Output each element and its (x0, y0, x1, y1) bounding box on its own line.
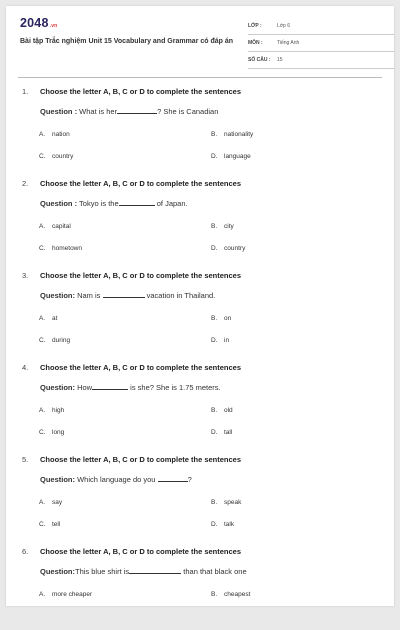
question-before: Which language do you (75, 475, 158, 484)
question-label: Question: (40, 291, 75, 300)
meta-table (248, 18, 394, 69)
option-letter: A. (39, 315, 46, 322)
option-letter: C. (39, 245, 46, 252)
meta-value: Lớp 6 (277, 23, 291, 29)
option-letter: B. (211, 591, 218, 598)
option-letter: C. (39, 429, 46, 436)
option-b[interactable] (211, 315, 231, 322)
question-text (40, 107, 218, 116)
option-text: city (224, 223, 234, 230)
option-letter: B. (211, 499, 218, 506)
question-before: Tokyo is the (77, 199, 119, 208)
meta-label: LỚP : (248, 23, 262, 29)
question-item (6, 354, 394, 446)
question-instruction: Choose the letter A, B, C or D to complete the sentences (40, 87, 242, 96)
question-after: vacation in Thailand. (144, 291, 216, 300)
option-letter: A. (39, 223, 46, 230)
option-b[interactable] (211, 407, 233, 414)
site-logo[interactable] (20, 16, 57, 30)
question-instruction: Choose the letter A, B, C or D to complete the sentences (40, 179, 242, 188)
option-d[interactable] (211, 521, 234, 528)
option-letter: B. (211, 131, 218, 138)
option-text: in (224, 337, 230, 344)
option-letter: D. (211, 521, 218, 528)
question-item (6, 262, 394, 354)
option-text: tell (52, 521, 61, 528)
option-letter: A. (39, 499, 46, 506)
option-text: cheapest (224, 591, 251, 598)
meta-value: Tiếng Anh (277, 40, 300, 46)
question-before: What is her (77, 107, 118, 116)
option-text: nation (52, 131, 70, 138)
question-item (6, 538, 394, 630)
option-a[interactable] (39, 131, 70, 138)
option-text: capital (52, 223, 71, 230)
option-letter: D. (211, 245, 218, 252)
option-c[interactable] (39, 337, 70, 344)
question-after: of Japan. (154, 199, 188, 208)
question-before: How (75, 383, 93, 392)
option-letter: B. (211, 223, 218, 230)
question-instruction: Choose the letter A, B, C or D to complete the sentences (40, 271, 242, 280)
question-label: Question : (40, 107, 78, 116)
option-d[interactable] (211, 337, 229, 344)
option-letter: A. (39, 407, 46, 414)
meta-row-count (248, 52, 394, 69)
question-item (6, 446, 394, 538)
answer-blank (119, 199, 155, 206)
question-after: ? She is Canadian (157, 107, 219, 116)
option-text: hometown (52, 245, 82, 252)
question-text (40, 291, 215, 300)
answer-blank (117, 107, 157, 114)
question-number: 1. (22, 87, 29, 96)
option-d[interactable] (211, 153, 251, 160)
question-label: Question: (40, 475, 75, 484)
option-letter: C. (39, 521, 46, 528)
question-text (40, 383, 221, 392)
question-label: Question: (40, 567, 75, 576)
option-c[interactable] (39, 521, 60, 528)
option-d[interactable] (211, 245, 245, 252)
option-text: nationality (224, 131, 254, 138)
question-number: 4. (22, 363, 29, 372)
worksheet-page (6, 6, 394, 606)
question-after: ? (187, 475, 192, 484)
meta-row-subject (248, 35, 394, 52)
option-text: say (52, 499, 63, 506)
question-instruction: Choose the letter A, B, C or D to complete the sentences (40, 455, 242, 464)
option-b[interactable] (211, 591, 250, 598)
question-label: Question: (40, 383, 75, 392)
option-b[interactable] (211, 499, 241, 506)
meta-value: 15 (277, 57, 283, 63)
question-number: 3. (22, 271, 29, 280)
question-text (40, 199, 188, 208)
question-number: 5. (22, 455, 29, 464)
question-before: This blue shirt is (75, 567, 130, 576)
option-letter: C. (39, 153, 46, 160)
option-text: talk (224, 521, 235, 528)
question-after: than that black one (181, 567, 247, 576)
meta-label: SỐ CÂU : (248, 57, 271, 63)
question-item (6, 78, 394, 170)
question-instruction: Choose the letter A, B, C or D to complete the sentences (40, 363, 242, 372)
option-text: at (52, 315, 58, 322)
question-number: 6. (22, 547, 29, 556)
option-letter: A. (39, 131, 46, 138)
option-text: high (52, 407, 65, 414)
option-letter: A. (39, 591, 46, 598)
option-text: more cheaper (52, 591, 93, 598)
answer-blank (129, 567, 181, 574)
answer-blank (103, 291, 145, 298)
meta-row-class (248, 18, 394, 35)
question-text (40, 475, 192, 484)
logo-suffix: .vn (49, 23, 58, 29)
option-c[interactable] (39, 429, 64, 436)
option-text: country (52, 153, 74, 160)
logo-text: 2048 (20, 16, 49, 30)
option-text: old (224, 407, 233, 414)
option-c[interactable] (39, 245, 82, 252)
question-item (6, 170, 394, 262)
question-text (40, 567, 247, 576)
question-before: Nam is (75, 291, 103, 300)
option-text: country (224, 245, 246, 252)
option-letter: B. (211, 407, 218, 414)
option-text: language (224, 153, 251, 160)
answer-blank (92, 383, 128, 390)
document-title: Bài tập Trắc nghiệm Unit 15 Vocabulary and Grammar có đáp án (20, 38, 234, 45)
option-a[interactable] (39, 407, 64, 414)
option-letter: D. (211, 429, 218, 436)
option-letter: D. (211, 337, 218, 344)
option-text: tall (224, 429, 233, 436)
option-text: during (52, 337, 71, 344)
option-c[interactable] (39, 153, 73, 160)
answer-blank (158, 475, 188, 482)
option-b[interactable] (211, 223, 234, 230)
option-letter: C. (39, 337, 46, 344)
option-letter: B. (211, 315, 218, 322)
question-after: is she? She is 1.75 meters. (128, 383, 221, 392)
option-a[interactable] (39, 223, 71, 230)
option-a[interactable] (39, 315, 57, 322)
option-d[interactable] (211, 429, 232, 436)
option-text: on (224, 315, 232, 322)
option-letter: D. (211, 153, 218, 160)
meta-label: MÔN : (248, 40, 263, 46)
worksheet-header (20, 16, 380, 74)
option-a[interactable] (39, 591, 92, 598)
option-a[interactable] (39, 499, 62, 506)
question-instruction: Choose the letter A, B, C or D to complete the sentences (40, 547, 242, 556)
question-number: 2. (22, 179, 29, 188)
option-text: long (52, 429, 65, 436)
question-label: Question : (40, 199, 78, 208)
option-text: speak (224, 499, 242, 506)
option-b[interactable] (211, 131, 253, 138)
